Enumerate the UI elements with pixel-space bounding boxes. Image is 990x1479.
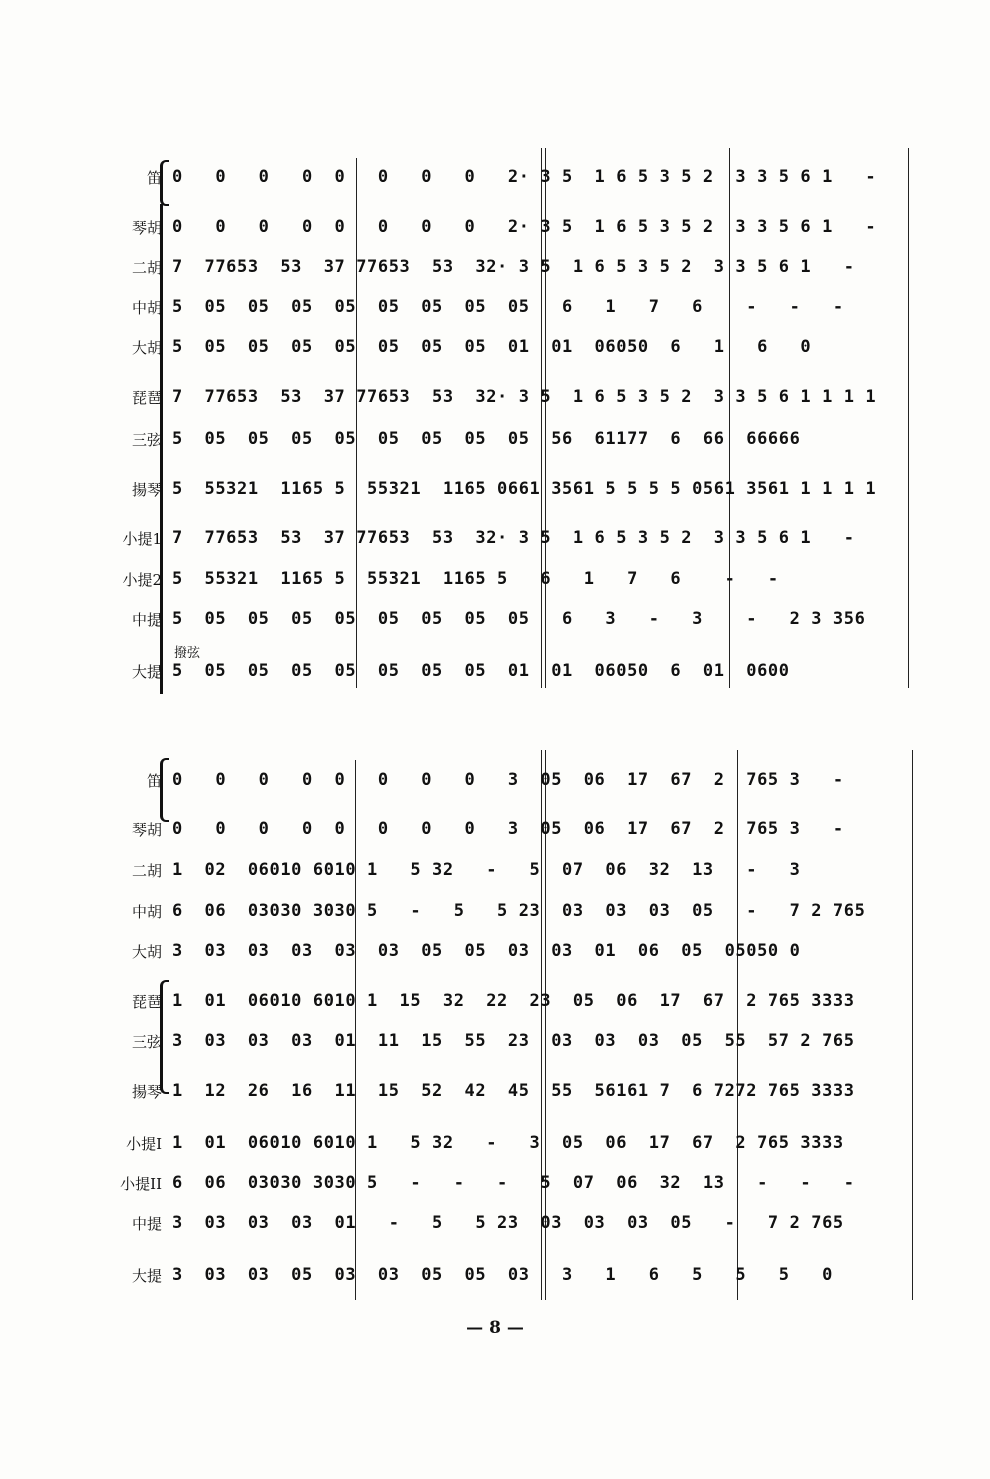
notation-line: 0 0 0 0 0 0 0 0 2· 3 5 1 6 5 3 5 2 3 3 5 6 1 - — [172, 167, 877, 187]
instrument-label: 琴胡 — [131, 820, 162, 839]
instrument-label: 小提I — [126, 1134, 162, 1153]
staff-row — [0, 523, 990, 553]
score-system-1 — [0, 140, 990, 710]
notation-line: 5 05 05 05 05 05 05 05 05 6 1 7 6 - - - — [172, 297, 844, 317]
notation-line: 0 0 0 0 0 0 0 0 3 05 06 17 67 2 765 3 - — [172, 770, 844, 790]
notation-line: 5 55321 1165 5 55321 1165 5 6 1 7 6 - - — [172, 569, 779, 589]
notation-line: 5 05 05 05 05 05 05 05 01 01 06050 6 1 6 0 — [172, 337, 812, 357]
score-system-2 — [0, 750, 990, 1310]
staff-row — [0, 564, 990, 594]
instrument-label: 大胡 — [131, 338, 162, 357]
staff-row — [0, 1168, 990, 1198]
staff-row — [0, 252, 990, 282]
instrument-label: 琵琶 — [131, 388, 162, 407]
instrument-label: 大提 — [131, 1266, 162, 1285]
instrument-label: 中提 — [131, 1214, 162, 1233]
notation-line: 3 03 03 03 03 03 05 05 03 03 01 06 05 05050 0 — [172, 941, 801, 961]
notation-line: 0 0 0 0 0 0 0 0 3 05 06 17 67 2 765 3 - — [172, 819, 844, 839]
staff-row — [0, 474, 990, 504]
notation-line: 5 05 05 05 05 05 05 05 01 01 06050 6 01 0600 — [172, 661, 790, 681]
page-number: — 8 — — [466, 1318, 524, 1338]
instrument-label: 揚琴 — [131, 1082, 162, 1101]
staff-row — [0, 1260, 990, 1290]
instrument-label: 三弦 — [131, 430, 162, 449]
notation-line: 7 77653 53 37 77653 53 32· 3 5 1 6 5 3 5 2 3 3 5 6 1 - — [172, 257, 855, 277]
staff-row — [0, 855, 990, 885]
instrument-label: 揚琴 — [131, 480, 162, 499]
staff-row — [0, 212, 990, 242]
notation-line: 3 03 03 03 01 - 5 5 23 03 03 03 05 - 7 2 765 — [172, 1213, 844, 1233]
staff-row — [0, 986, 990, 1016]
technique-annotation: 撥弦 — [174, 646, 201, 661]
staff-row — [0, 936, 990, 966]
staff-row — [0, 896, 990, 926]
notation-line: 0 0 0 0 0 0 0 0 2· 3 5 1 6 5 3 5 2 3 3 5 6 1 - — [172, 217, 877, 237]
instrument-label: 小提2 — [122, 570, 162, 589]
notation-line: 7 77653 53 37 77653 53 32· 3 5 1 6 5 3 5 2 3 3 5 6 1 - — [172, 528, 855, 548]
notation-line: 5 05 05 05 05 05 05 05 05 56 61177 6 66 66666 — [172, 429, 801, 449]
notation-line: 1 01 06010 6010 1 5 32 - 3 05 06 17 67 2 765 3333 — [172, 1133, 844, 1153]
notation-line: 5 05 05 05 05 05 05 05 05 6 3 - 3 - 2 3 356 — [172, 609, 866, 629]
notation-line: 5 55321 1165 5 55321 1165 0661 3561 5 5 5 5 0561 3561 1 1 1 1 — [172, 479, 877, 499]
instrument-label: 小提1 — [122, 529, 162, 548]
instrument-label: 琴胡 — [131, 218, 162, 237]
notation-line: 7 77653 53 37 77653 53 32· 3 5 1 6 5 3 5 2 3 3 5 6 1 1 1 1 — [172, 387, 877, 407]
notation-line: 3 03 03 03 01 11 15 55 23 03 03 03 05 55 57 2 765 — [172, 1031, 855, 1051]
staff-row — [0, 765, 990, 795]
staff-row — [0, 162, 990, 192]
staff-row — [0, 1128, 990, 1158]
notation-line: 1 01 06010 6010 1 15 32 22 23 05 06 17 67 2 765 3333 — [172, 991, 855, 1011]
staff-row — [0, 1208, 990, 1238]
staff-row — [0, 604, 990, 634]
instrument-label: 二胡 — [131, 861, 162, 880]
staff-row — [0, 332, 990, 362]
instrument-label: 中提 — [131, 610, 162, 629]
staff-row — [0, 814, 990, 844]
staff-row — [0, 424, 990, 454]
instrument-label: 大胡 — [131, 942, 162, 961]
staff-row — [0, 1076, 990, 1106]
notation-line: 6 06 03030 3030 5 - - - 5 07 06 32 13 - - - — [172, 1173, 855, 1193]
staff-row — [0, 656, 990, 686]
instrument-label: 二胡 — [131, 258, 162, 277]
staff-row — [0, 1026, 990, 1056]
staff-row — [0, 382, 990, 412]
instrument-label: 三弦 — [131, 1032, 162, 1051]
instrument-label: 琵琶 — [131, 992, 162, 1011]
instrument-label: 中胡 — [131, 902, 162, 921]
notation-line: 1 02 06010 6010 1 5 32 - 5 07 06 32 13 - 3 — [172, 860, 801, 880]
notation-line: 1 12 26 16 11 15 52 42 45 55 56161 7 6 7272 765 3333 — [172, 1081, 855, 1101]
staff-row — [0, 292, 990, 322]
instrument-label: 中胡 — [131, 298, 162, 317]
instrument-label: 小提II — [120, 1174, 162, 1193]
instrument-label: 笛 — [146, 168, 162, 187]
instrument-label: 大提 — [131, 662, 162, 681]
notation-line: 3 03 03 05 03 03 05 05 03 3 1 6 5 5 5 0 — [172, 1265, 833, 1285]
instrument-label: 笛 — [146, 771, 162, 790]
notation-line: 6 06 03030 3030 5 - 5 5 23 03 03 03 05 - 7 2 765 — [172, 901, 866, 921]
